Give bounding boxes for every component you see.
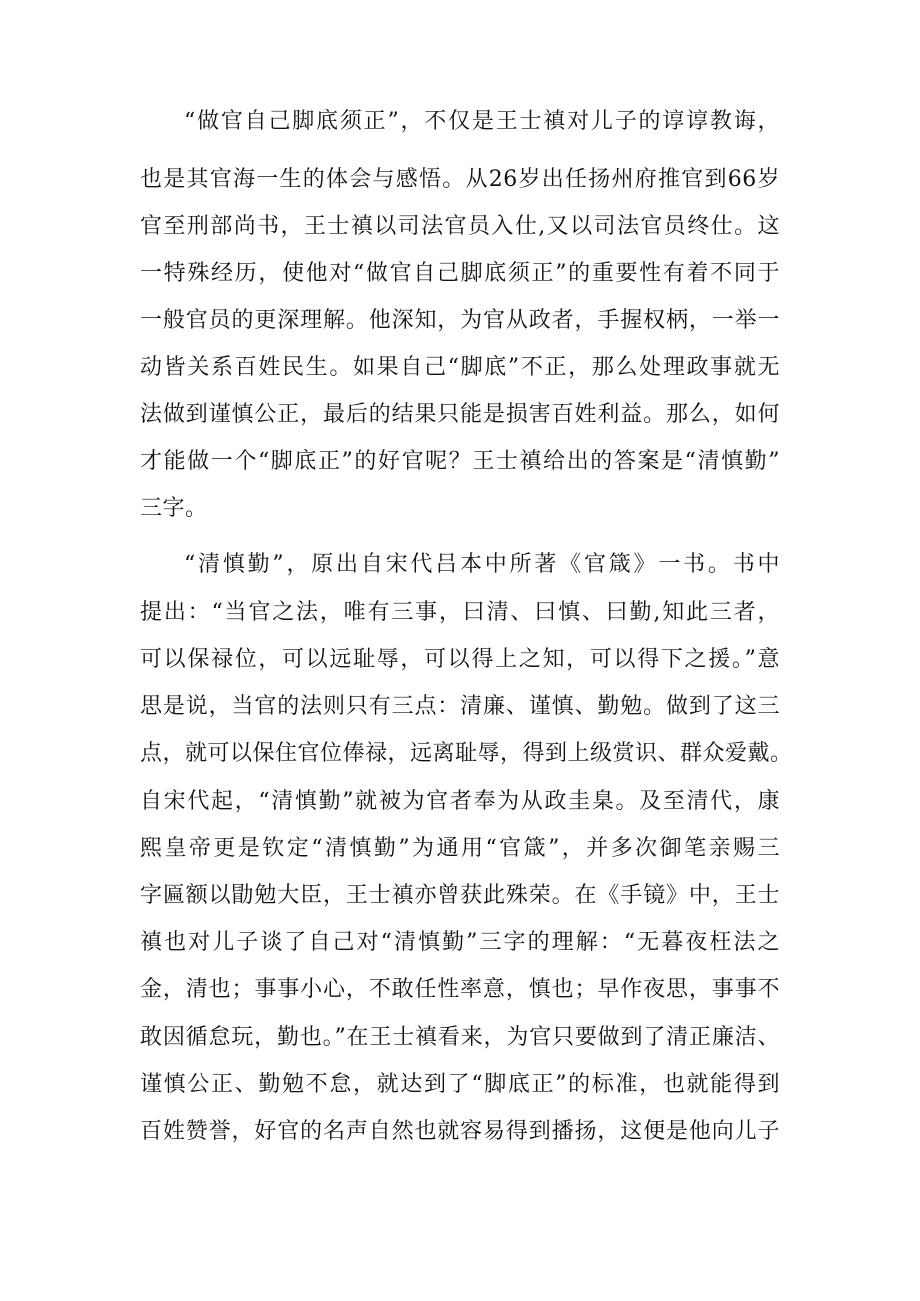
paragraph-line: 官至刑部尚书，王士禛以司法官员入仕,又以司法官员终仕。这 — [140, 214, 780, 239]
paragraph-line: 一般官员的更深理解。他深知，为官从政者，手握权柄，一举一 — [140, 308, 780, 333]
paragraph-line: 金，清也；事事小心，不敢任性率意，慎也；早作夜思，事事不 — [140, 977, 780, 1002]
paragraph-line: 思是说，当官的法则只有三点：清廉、谨慎、勤勉。做到了这三 — [140, 694, 780, 719]
paragraph-line: 也是其官海一生的体会与感悟。从26岁出任扬州府推官到66岁 — [140, 167, 780, 192]
paragraph-line: “清慎勤”，原出自宋代吕本中所著《官箴》一书。书中 — [184, 552, 780, 577]
paragraph-line: 字匾额以勖勉大臣，王士禛亦曾获此殊荣。在《手镜》中，王士 — [140, 883, 780, 908]
paragraph-line: 熙皇帝更是钦定“清慎勤”为通用“官箴”，并多次御笔亲赐三 — [140, 836, 780, 861]
paragraph-line: 百姓赞誉，好官的名声自然也就容易得到播扬，这便是他向儿子 — [140, 1119, 780, 1144]
paragraph-line: 可以保禄位，可以远耻辱，可以得上之知，可以得下之援。”意 — [140, 647, 780, 672]
paragraph-line: 动皆关系百姓民生。如果自己“脚底”不正，那么处理政事就无 — [140, 355, 780, 380]
paragraph-line: 提出：“当官之法，唯有三事，曰清、曰慎、曰勤,知此三者， — [140, 600, 780, 625]
paragraph-line: 点，就可以保住官位俸禄，远离耻辱，得到上级赏识、群众爱戴。 — [140, 741, 793, 766]
paragraph-line: 自宋代起，“清慎勤”就被为官者奉为从政圭臬。及至清代，康 — [140, 789, 780, 814]
paragraph-line: 才能做一个“脚底正”的好官呢？王士禛给出的答案是“清慎勤” — [140, 449, 780, 474]
paragraph-line: 谨慎公正、勤勉不怠，就达到了“脚底正”的标准，也就能得到 — [140, 1072, 780, 1097]
paragraph-line: 法做到谨慎公正，最后的结果只能是损害百姓利益。那么，如何 — [140, 402, 780, 427]
paragraph-line: 三字。 — [140, 496, 208, 521]
paragraph-line: 禛也对儿子谈了自己对“清慎勤”三字的理解：“无暮夜枉法之 — [140, 930, 780, 955]
paragraph-line: “做官自己脚底须正”，不仅是王士禛对儿子的谆谆教诲， — [184, 109, 780, 134]
paragraph-line: 敢因循怠玩，勤也。”在王士禛看来，为官只要做到了清正廉洁、 — [140, 1025, 780, 1050]
paragraph-line: 一特殊经历，使他对“做官自己脚底须正”的重要性有着不同于 — [140, 261, 780, 286]
